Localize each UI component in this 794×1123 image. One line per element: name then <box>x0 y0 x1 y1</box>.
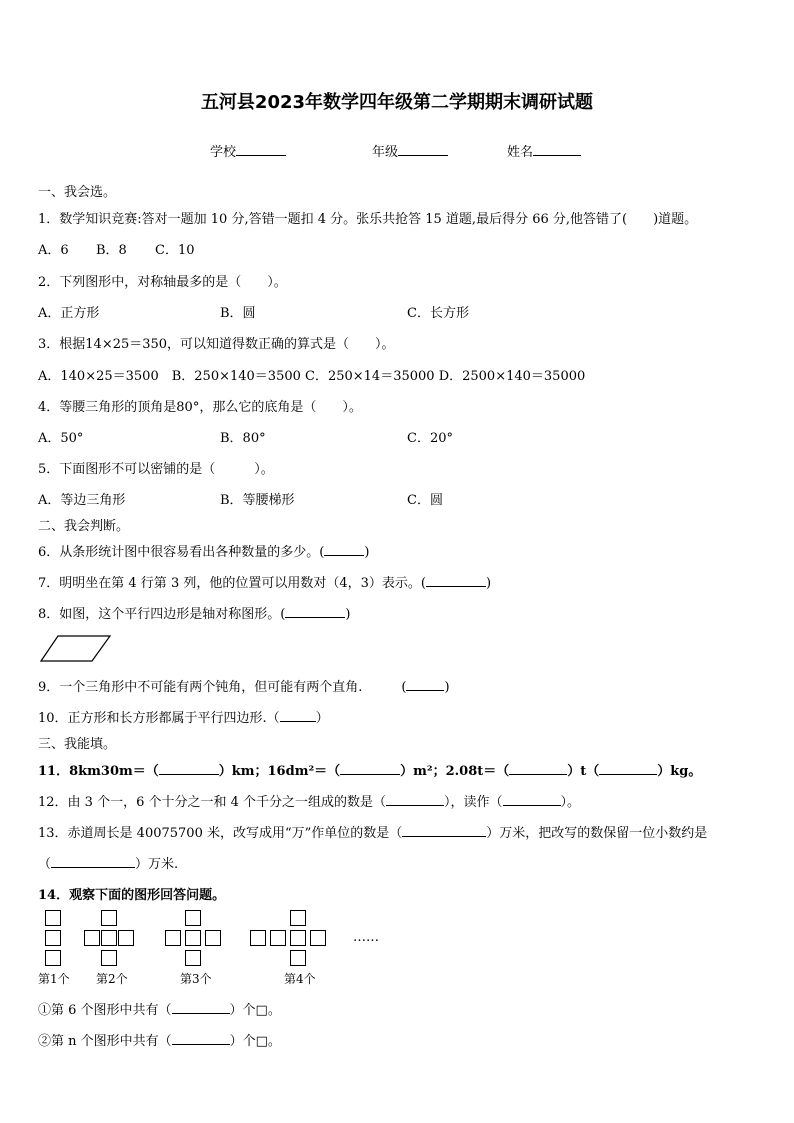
question-14-sub-1 <box>38 999 281 1018</box>
q7-answer-blank[interactable] <box>426 574 486 587</box>
q13-part-3: （ <box>38 857 52 872</box>
q10-end: ） <box>315 711 329 726</box>
square-cell <box>310 930 326 946</box>
grade-blank <box>398 143 448 156</box>
square-cell <box>101 930 117 946</box>
q11-part-1: 11．8km30m＝（ <box>38 764 159 779</box>
q7-end: ) <box>485 576 492 591</box>
name-blank <box>533 143 581 156</box>
square-cell <box>185 930 201 946</box>
figure-label-3: 第3个 <box>180 972 212 986</box>
q13-part-2: ）万米，把改写的数保留一位小数约是 <box>486 826 708 841</box>
q12-part-3: ）。 <box>560 795 581 810</box>
q8-text: 8．如图，这个平行四边形是轴对称图形。( <box>38 607 286 622</box>
q2-option-c: C．长方形 <box>407 306 469 321</box>
q14-sub1-part-1: ①第 6 个图形中共有（ <box>38 1003 172 1018</box>
square-cell <box>290 930 306 946</box>
school-field <box>210 141 286 160</box>
q6-text: 6．从条形统计图中很容易看出各种数量的多少。( <box>38 545 325 560</box>
school-label: 学校 <box>210 145 237 160</box>
question-12 <box>38 791 580 810</box>
question-13 <box>38 822 707 841</box>
question-11 <box>38 760 701 779</box>
q5-option-b: B．等腰梯形 <box>220 493 295 508</box>
square-cell <box>290 910 306 926</box>
q11-blank-2[interactable] <box>340 762 400 775</box>
q14-sub2-part-1: ②第 n 个图形中共有（ <box>38 1034 172 1049</box>
question-5-options <box>38 489 778 509</box>
q14-sub1-blank[interactable] <box>172 1001 230 1014</box>
section-3-heading: 三、我能填。 <box>38 737 117 752</box>
square-cell <box>101 910 117 926</box>
square-cell <box>270 930 286 946</box>
q1-option-a: A．6 <box>38 243 69 258</box>
pattern-ellipsis: …… <box>353 930 379 945</box>
q5-option-c: C．圆 <box>407 493 443 508</box>
square-cell <box>84 930 100 946</box>
question-1-options <box>38 239 778 259</box>
square-cell <box>118 930 134 946</box>
grade-label: 年级 <box>372 145 399 160</box>
q12-part-2: ），读作（ <box>444 795 503 810</box>
q13-blank-1[interactable] <box>402 824 486 837</box>
q2-option-a: A．正方形 <box>38 306 100 321</box>
q11-part-5: ）kg。 <box>657 764 702 779</box>
square-cell <box>185 950 201 966</box>
figure-label-1: 第1个 <box>38 972 70 986</box>
q11-part-2: ）km；16dm²＝（ <box>218 764 341 779</box>
q11-blank-4[interactable] <box>599 762 657 775</box>
question-9 <box>38 676 450 695</box>
square-cell <box>45 930 61 946</box>
square-cell <box>45 910 61 926</box>
grade-field <box>372 141 448 160</box>
question-4-options <box>38 427 778 447</box>
q8-end: ) <box>345 607 351 622</box>
square-cell <box>101 950 117 966</box>
figure-label-4: 第4个 <box>284 972 316 986</box>
question-3-options: A．140×25＝3500 B．250×140＝3500 C．250×14＝35000 D．2500×140＝35000 <box>38 369 586 384</box>
q4-option-c: C．20° <box>407 431 453 446</box>
square-cell <box>185 910 201 926</box>
school-blank <box>236 143 286 156</box>
q4-option-a: A．50° <box>38 431 84 446</box>
question-1: 1．数学知识竞赛:答对一题加 10 分,答错一题扣 4 分。张乐共抢答 15 道题,最后得分 66 分,他答错了( )道题。 <box>38 212 698 227</box>
q5-option-a: A．等边三角形 <box>38 493 126 508</box>
question-7 <box>38 572 491 591</box>
square-cell <box>165 930 181 946</box>
square-cell <box>205 930 221 946</box>
q9-end: ) <box>444 680 450 695</box>
q9-text: 9．一个三角形中不可能有两个钝角，但可能有两个直角. ( <box>38 680 407 695</box>
q7-text: 7．明明坐在第 4 行第 3 列，他的位置可以用数对（4，3）表示。( <box>38 576 426 591</box>
q11-blank-3[interactable] <box>509 762 567 775</box>
parallelogram-shape <box>41 636 110 661</box>
figure-label-2: 第2个 <box>96 972 128 986</box>
square-cell <box>45 950 61 966</box>
q13-part-1: 13．赤道周长是 40075700 米，改写成用“万”作单位的数是（ <box>38 826 403 841</box>
question-5: 5．下面图形不可以密铺的是（ ）。 <box>38 462 274 477</box>
q10-answer-blank[interactable] <box>280 709 316 722</box>
q13-part-4: ）万米. <box>135 857 179 872</box>
q14-sub2-part-2: ）个□。 <box>229 1034 281 1049</box>
question-8 <box>38 603 350 622</box>
question-2-options <box>38 302 778 322</box>
q12-blank-2[interactable] <box>503 793 561 806</box>
question-3: 3．根据14×25＝350，可以知道得数正确的算式是（ ）。 <box>38 337 395 352</box>
q4-option-b: B．80° <box>220 431 266 446</box>
question-2: 2．下列图形中，对称轴最多的是（ ）。 <box>38 275 287 290</box>
question-4: 4．等腰三角形的顶角是80°，那么它的底角是（ ）。 <box>38 400 362 415</box>
q9-answer-blank[interactable] <box>406 678 444 691</box>
q11-part-3: ）m²；2.08t＝（ <box>400 764 510 779</box>
name-field <box>507 141 581 160</box>
square-cell <box>290 950 306 966</box>
q2-option-b: B．圆 <box>220 306 256 321</box>
q12-part-1: 12．由 3 个一，6 个十分之一和 4 个千分之一组成的数是（ <box>38 795 387 810</box>
q8-answer-blank[interactable] <box>285 605 345 618</box>
name-label: 姓名 <box>507 145 534 160</box>
q1-option-c: C．10 <box>155 243 195 258</box>
q13-blank-2[interactable] <box>51 855 135 868</box>
q10-text: 10．正方形和长方形都属于平行四边形.（ <box>38 711 280 726</box>
parallelogram-figure <box>40 634 112 664</box>
q14-sub1-part-2: ）个□。 <box>229 1003 281 1018</box>
section-1-heading: 一、我会选。 <box>38 185 117 200</box>
q11-blank-1[interactable] <box>159 762 219 775</box>
page-title: 五河县2023年数学四年级第二学期期末调研试题 <box>200 92 594 113</box>
q11-part-4: ）t（ <box>567 764 600 779</box>
square-cell <box>250 930 266 946</box>
q12-blank-1[interactable] <box>386 793 444 806</box>
question-14-sub-2 <box>38 1030 281 1049</box>
question-14: 14．观察下面的图形回答问题。 <box>38 888 226 903</box>
section-2-heading: 二、我会判断。 <box>38 519 130 534</box>
question-6 <box>38 541 369 560</box>
q6-answer-blank[interactable] <box>324 543 364 556</box>
q14-sub2-blank[interactable] <box>172 1032 230 1045</box>
q1-option-b: B．8 <box>96 243 127 258</box>
q6-end: ) <box>364 545 370 560</box>
question-13-continued <box>38 853 178 872</box>
question-10 <box>38 707 329 726</box>
